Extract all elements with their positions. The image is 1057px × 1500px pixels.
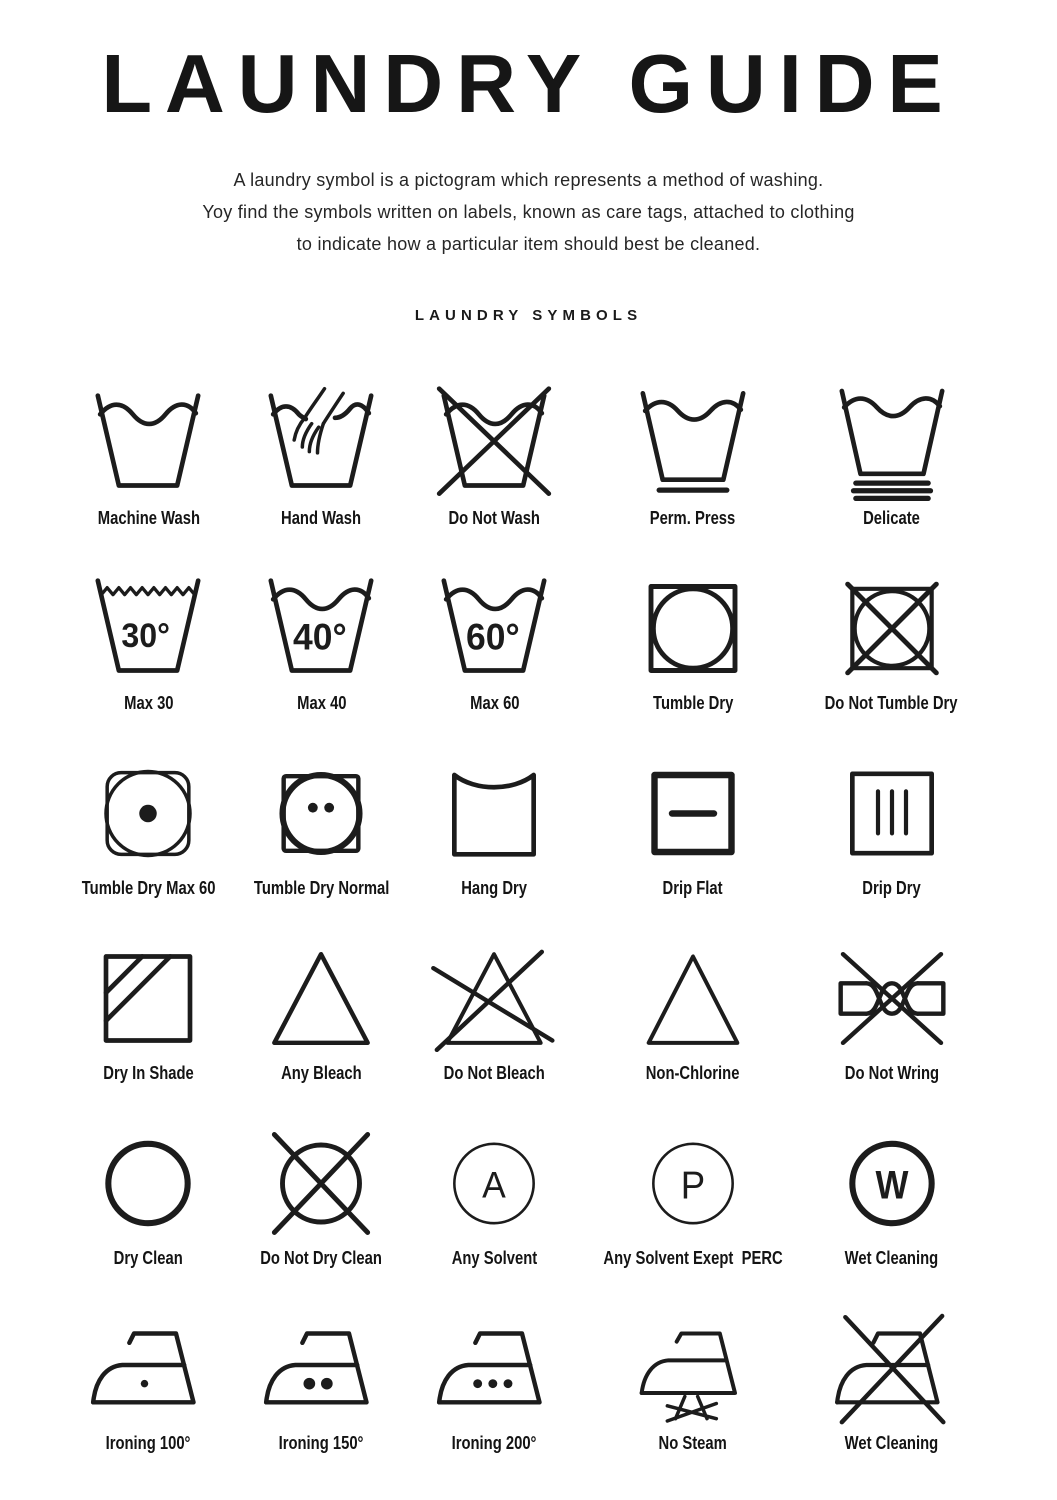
wet-cleaning-circle-icon [822,1122,962,1244]
symbol-cell [235,937,408,1084]
machine-wash-icon [78,382,218,504]
symbol-label: Tumble Dry Max 60 [81,877,216,898]
symbol-label: Perm. Press [650,507,736,528]
hang-dry-icon [424,752,564,874]
symbol-cell [408,1122,581,1269]
symbol-cell [62,1307,235,1454]
symbol-cell [581,1307,805,1454]
svg-text:A: A [482,1163,507,1206]
symbol-cell [805,1307,978,1454]
symbol-cell [581,752,805,899]
tumble-dry-normal-icon [251,752,391,874]
symbol-label: Wet Cleaning [844,1247,939,1268]
symbol-cell [62,567,235,714]
symbol-cell [235,382,408,529]
symbol-cell [805,937,978,1084]
symbol-label: Dry In Shade [103,1062,194,1083]
symbol-cell [805,1122,978,1269]
symbol-cell [805,567,978,714]
symbol-label: Delicate [863,507,920,528]
symbol-cell [62,382,235,529]
non-chlorine-icon [623,937,763,1059]
ironing-200-icon [424,1307,564,1429]
symbol-label: Hang Dry [461,877,528,898]
symbol-cell [235,1122,408,1269]
intro-line-1: A laundry symbol is a pictogram which represents a method of washing. [233,170,824,190]
symbol-cell [235,567,408,714]
svg-text:P: P [680,1163,706,1207]
symbol-cell [581,937,805,1084]
hand-wash-icon [251,382,391,504]
symbol-label: Machine Wash [97,507,200,528]
symbol-cell [62,1122,235,1269]
symbol-label: Any Bleach [281,1062,362,1083]
do-not-wash-icon [424,382,564,504]
svg-text:W: W [875,1162,908,1207]
symbol-label: Drip Flat [662,877,723,898]
dry-clean-icon [78,1122,218,1244]
intro-line-3: to indicate how a particular item should best be cleaned. [296,234,761,254]
symbol-cell [581,382,805,529]
ironing-150-icon [251,1307,391,1429]
symbol-label: Wet Cleaning [844,1432,939,1453]
symbol-cell [62,752,235,899]
symbol-label: Max 60 [469,692,520,713]
symbol-label: Hand Wash [281,507,362,528]
svg-text:60°: 60° [466,615,521,658]
symbol-cell [408,1307,581,1454]
symbol-label: Do Not Wash [448,507,541,528]
symbol-label: Non-Chlorine [646,1062,740,1083]
symbol-label: Drip Dry [862,877,921,898]
symbol-cell [408,382,581,529]
do-not-wring-icon [822,937,962,1059]
symbols-grid [62,382,978,1454]
do-not-tumble-dry-icon [822,567,962,689]
ironing-100-icon [78,1307,218,1429]
symbol-cell [581,567,805,714]
intro-line-2: Yoy find the symbols written on labels, known as care tags, attached to clothing [202,202,855,222]
crossed-iron-icon [822,1307,962,1429]
no-steam-icon [623,1307,763,1429]
symbol-cell [235,1307,408,1454]
section-heading: LAUNDRY SYMBOLS [414,307,643,324]
max-60-icon [424,567,564,689]
symbol-label: Dry Clean [113,1247,184,1268]
do-not-dry-clean-icon [251,1122,391,1244]
symbol-cell [581,1122,805,1269]
delicate-icon [822,382,962,504]
max-30-icon [78,567,218,689]
do-not-bleach-icon [424,937,564,1059]
symbol-label: Max 30 [123,692,174,713]
svg-text:30°: 30° [121,615,171,654]
intro-text [0,164,1057,260]
svg-text:40°: 40° [293,615,348,658]
tumble-dry-icon [623,567,763,689]
symbol-label: Ironing 150° [279,1432,364,1453]
symbol-label: Any Solvent Exept PERC [603,1247,783,1268]
symbol-cell [408,937,581,1084]
symbol-label: Do Not Dry Clean [260,1247,383,1268]
drip-dry-icon [822,752,962,874]
any-solvent-except-perc-icon [623,1122,763,1244]
perm-press-icon [623,382,763,504]
any-solvent-icon [424,1122,564,1244]
max-40-icon [251,567,391,689]
symbol-cell [408,567,581,714]
any-bleach-icon [251,937,391,1059]
symbol-label: Any Solvent [451,1247,538,1268]
symbol-label: No Steam [658,1432,728,1453]
symbol-label: Ironing 200° [451,1432,537,1453]
drip-flat-icon [623,752,763,874]
symbol-label: Do Not Tumble Dry [825,692,958,713]
symbol-cell [805,752,978,899]
symbol-label: Ironing 100° [106,1432,191,1453]
symbol-cell [408,752,581,899]
symbol-cell [235,752,408,899]
symbol-label: Do Not Wring [844,1062,939,1083]
tumble-dry-max-60-icon [78,752,218,874]
dry-in-shade-icon [78,937,218,1059]
symbol-label: Tumble Dry Normal [253,877,390,898]
symbol-label: Max 40 [296,692,347,713]
symbol-label: Tumble Dry [652,692,734,713]
page-title: LAUNDRY GUIDE [101,37,956,130]
symbol-cell [805,382,978,529]
symbol-label: Do Not Bleach [443,1062,545,1083]
symbol-cell [62,937,235,1084]
